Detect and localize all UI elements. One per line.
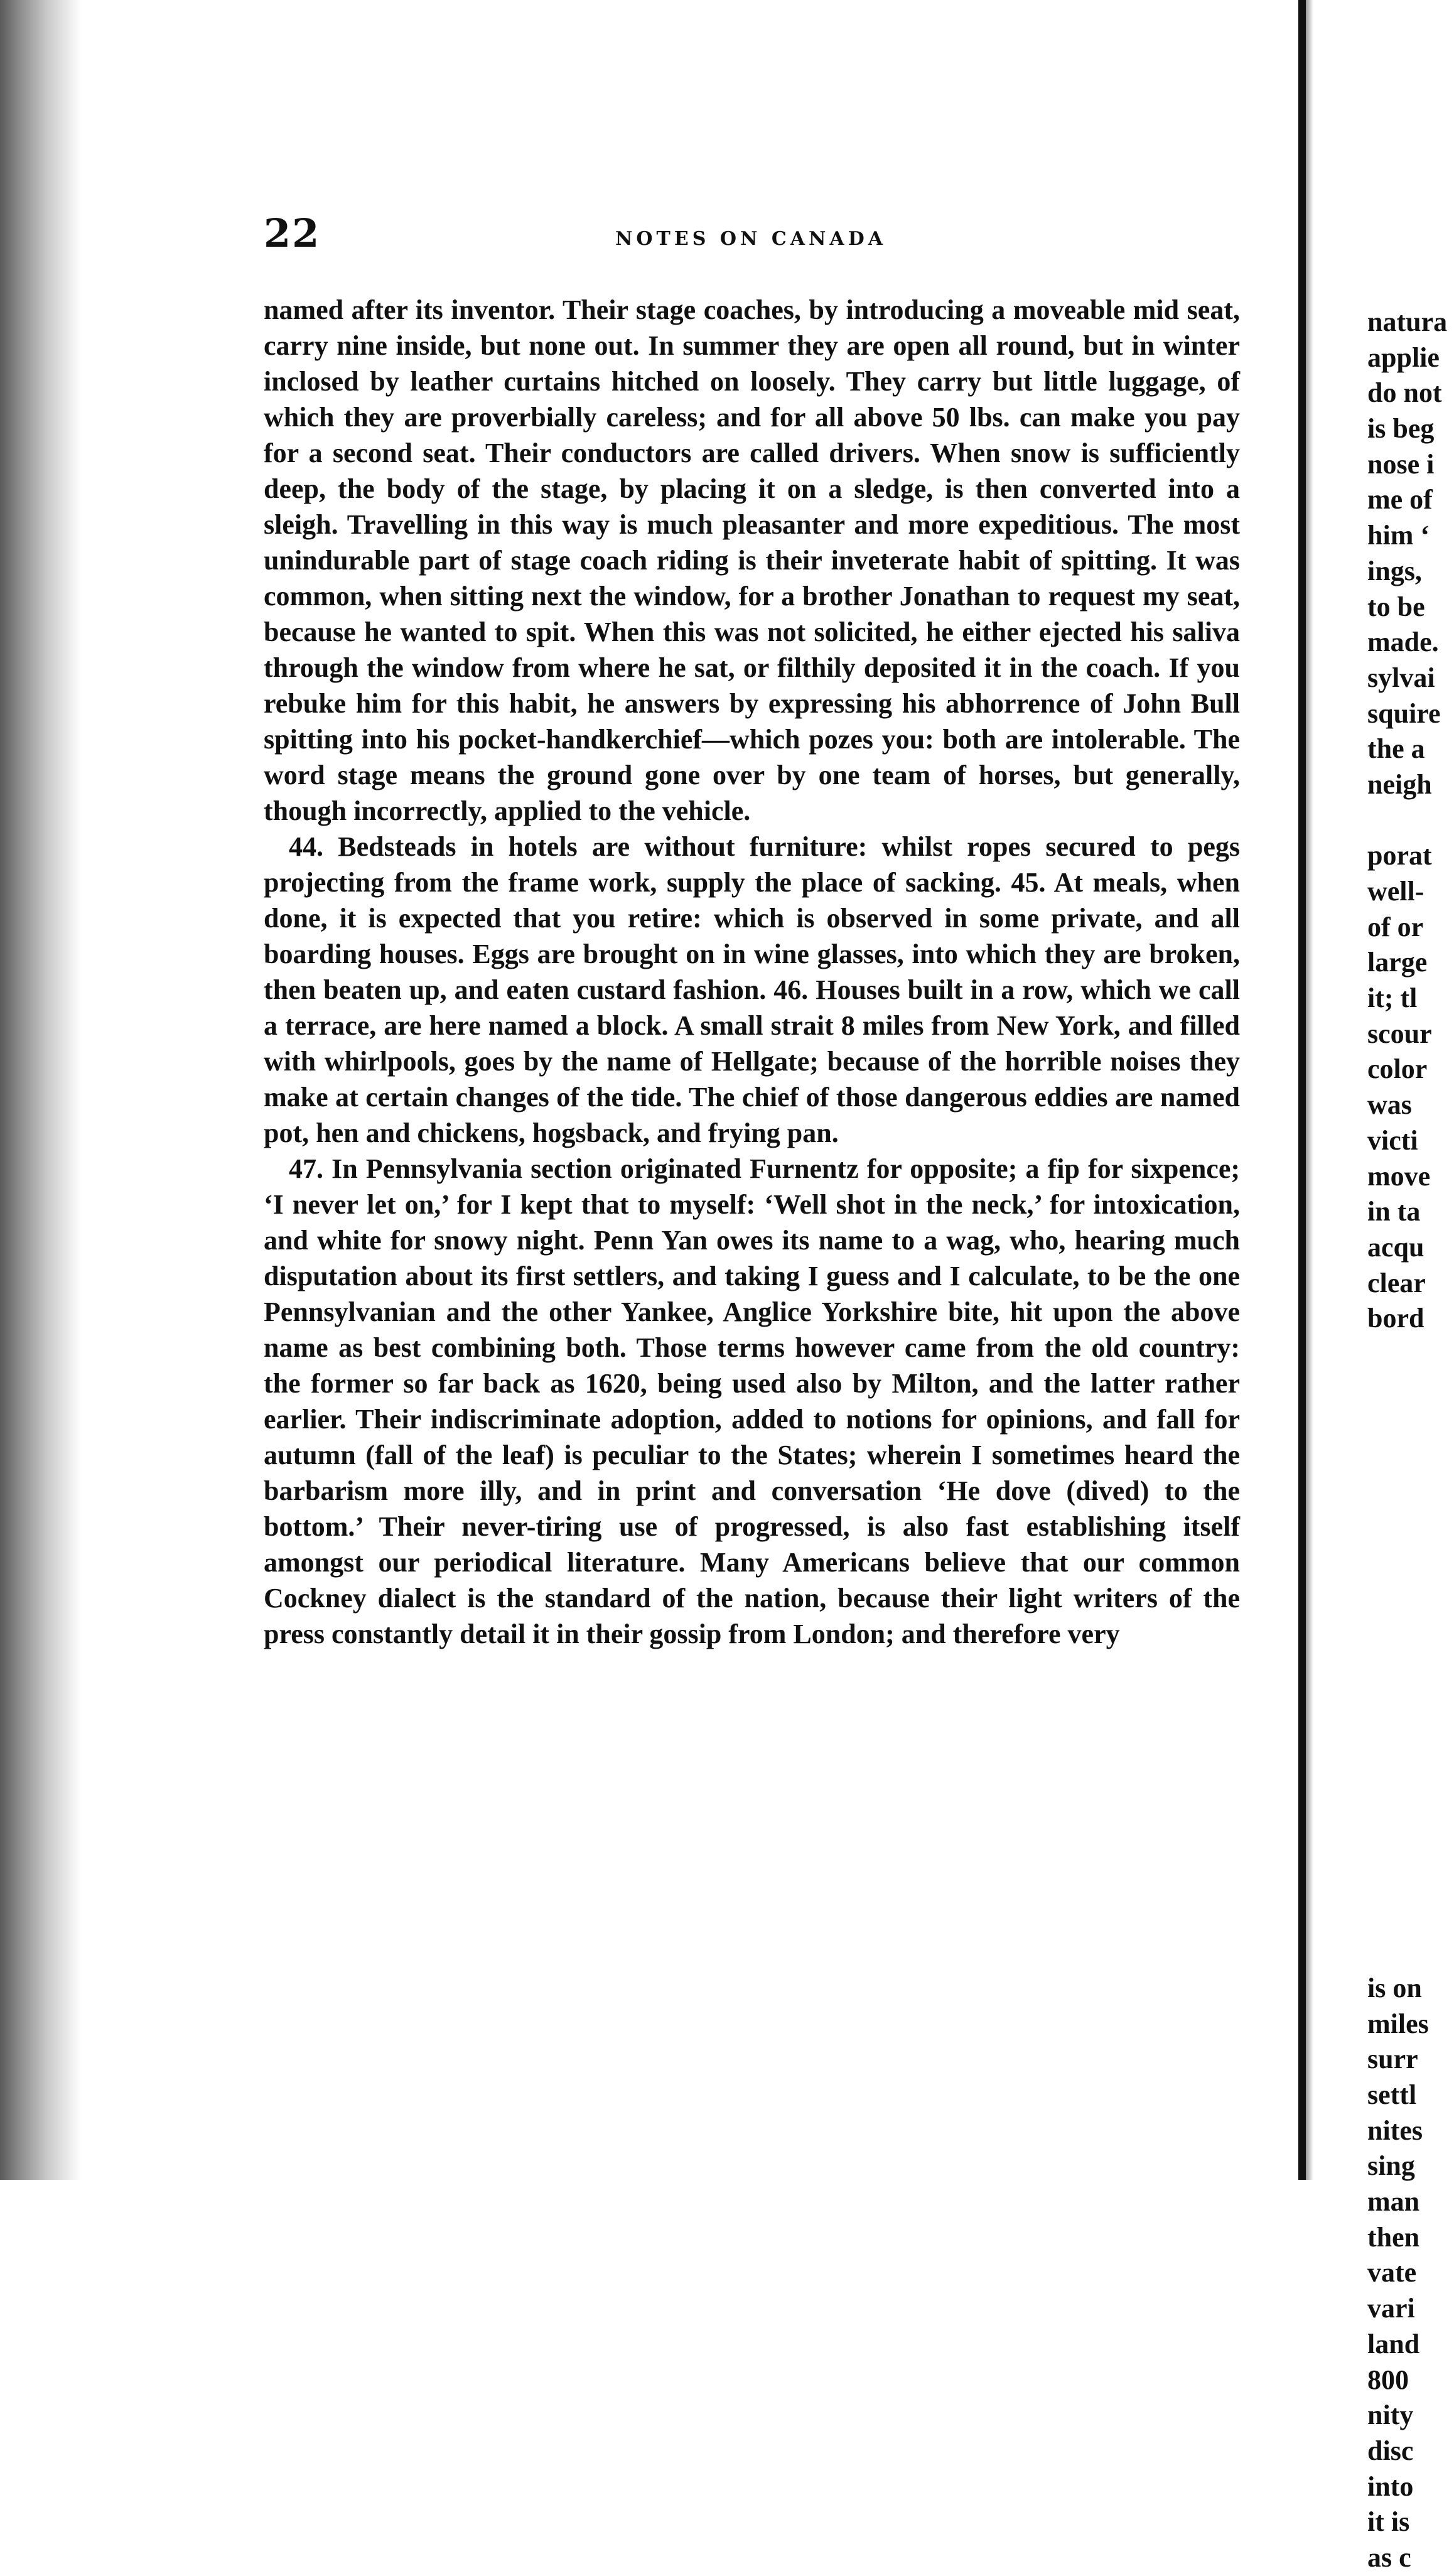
facing-line: nose i: [1367, 448, 1435, 480]
facing-line: to be: [1367, 591, 1425, 622]
facing-line: into: [1367, 2471, 1414, 2502]
facing-line: made.: [1367, 627, 1439, 658]
facing-line: then: [1367, 2221, 1420, 2253]
facing-line: neigh: [1367, 768, 1432, 800]
facing-line: nites: [1367, 2115, 1423, 2146]
facing-line: me of: [1367, 484, 1433, 515]
facing-line: sylvai: [1367, 662, 1435, 693]
facing-line: it; tl: [1367, 983, 1418, 1014]
facing-line: [1367, 803, 1454, 839]
facing-line: applie: [1367, 342, 1440, 373]
facing-line: of or: [1367, 911, 1424, 942]
facing-line: color: [1367, 1054, 1428, 1085]
facing-line: natura: [1367, 306, 1448, 337]
facing-page-top: [1367, 304, 1454, 1337]
facing-line: surr: [1367, 2044, 1418, 2075]
facing-line: nity: [1367, 2400, 1414, 2431]
facing-line: disc: [1367, 2435, 1414, 2466]
book-gutter: [1298, 0, 1306, 2180]
gutter-shadow: [1306, 0, 1313, 2180]
paragraph: 47. In Pennsylvania section originated Furnentz for opposite; a fip for sixpence; ‘I never let on,’ for I kept that to myself: ‘Well shot in the neck,’ for intoxication, and white for snowy night. Penn Yan owes its name to a wag, who, hearing much disputation about its first settlers, and taking I guess and I calculate, to be the one Pennsylvanian and the other Yankee, Anglice Yorkshire bite, hit upon the above name as best combining both. Those terms however came from the old country: the former so far back as 1620, being used also by Milton, and the latter rather earlier. Their indiscriminate adoption, added to notions for opinions, and fall for autumn (fall of the leaf) is peculiar to the States; wherein I sometimes heard the barbarism more illy, and in print and conversation ‘He dove (dived) to the bottom.’ Their never-tiring use of progressed, is also fast establishing itself amongst our periodical literature. Many Americans believe that our common Cockney dialect is the standard of the nation, because their light writers of the press constantly detail it in their gossip from London; and therefore very: [264, 1153, 1240, 1649]
facing-line: man: [1367, 2186, 1420, 2218]
facing-line: clear: [1367, 1267, 1426, 1298]
facing-line: the a: [1367, 733, 1425, 765]
facing-line: ings,: [1367, 555, 1422, 586]
facing-line: acqu: [1367, 1231, 1424, 1263]
page-number: 22: [264, 210, 321, 256]
facing-line: settl: [1367, 2079, 1417, 2110]
facing-line: vari: [1367, 2293, 1415, 2324]
facing-line: it is: [1367, 2506, 1410, 2538]
facing-line: in ta: [1367, 1196, 1421, 1227]
facing-line: squire: [1367, 698, 1441, 729]
facing-line: him ‘: [1367, 520, 1430, 551]
facing-line: is beg: [1367, 413, 1435, 445]
facing-line: scour: [1367, 1018, 1432, 1049]
paragraph: named after its inventor. Their stage coaches, by introducing a moveable mid seat, carry nine inside, but none out. In summer they are open all round, but in winter inclosed by leather curtains hitched on loosely. They carry but little luggage, of which they are proverbially careless; and for all above 50 lbs. can make you pay for a second seat. Their conductors are called drivers. When snow is sufficiently deep, the body of the stage, by placing it on a sledge, is then converted into a sleigh. Travelling in this way is much pleasanter and more expeditious. The most unindurable part of stage coach riding is their inveterate habit of spitting. It was common, when sitting next the window, for a brother Jonathan to request my seat, because he wanted to spit. When this was not solicited, he either ejected his saliva through the window from where he sat, or filthily deposited it in the coach. If you rebuke him for this habit, he answers by expressing his abhorrence of John Bull spitting into his pocket-handkerchief—which pozes you: both are intolerable. The word stage means the ground gone over by one team of horses, but generally, though incorrectly, applied to the vehicle.: [264, 294, 1240, 826]
running-head: NOTES ON CANADA: [615, 228, 886, 250]
facing-page-bottom: [1367, 1971, 1454, 2576]
facing-line: miles: [1367, 2008, 1429, 2039]
facing-line: 800: [1367, 2364, 1409, 2395]
facing-line: is on: [1367, 1972, 1422, 2003]
facing-line: victi: [1367, 1124, 1418, 1156]
scan-left-edge: [0, 0, 82, 2180]
facing-page-column: [1367, 304, 1454, 2576]
paragraph: 44. Bedsteads in hotels are without furniture: whilst ropes secured to pegs projecting from the frame work, supply the place of sacking. 45. At meals, when done, it is expected that you retire: which is observed in some private, and all boarding houses. Eggs are brought on in wine glasses, into which they are broken, then beaten up, and eaten custard fashion. 46. Houses built in a row, which we call a terrace, are here named a block. A small strait 8 miles from New York, and filled with whirlpools, goes by the name of Hellgate; because of the horrible noises they make at certain changes of the tide. The chief of those dangerous eddies are named pot, hen and chickens, hogsback, and frying pan.: [264, 831, 1240, 1148]
facing-line: vate: [1367, 2257, 1417, 2288]
facing-line: do not: [1367, 377, 1442, 409]
facing-line: well-: [1367, 876, 1424, 907]
facing-line: bord: [1367, 1303, 1424, 1334]
facing-line: large: [1367, 947, 1428, 978]
facing-line: land: [1367, 2328, 1420, 2359]
facing-line: was: [1367, 1089, 1412, 1121]
facing-line: move: [1367, 1160, 1431, 1192]
facing-line: porat: [1367, 840, 1432, 871]
book-page: [264, 204, 1240, 1652]
body-text: [264, 292, 1240, 1652]
facing-line: as c: [1367, 2541, 1411, 2573]
page-header: [264, 204, 1240, 279]
facing-line: sing: [1367, 2150, 1415, 2182]
